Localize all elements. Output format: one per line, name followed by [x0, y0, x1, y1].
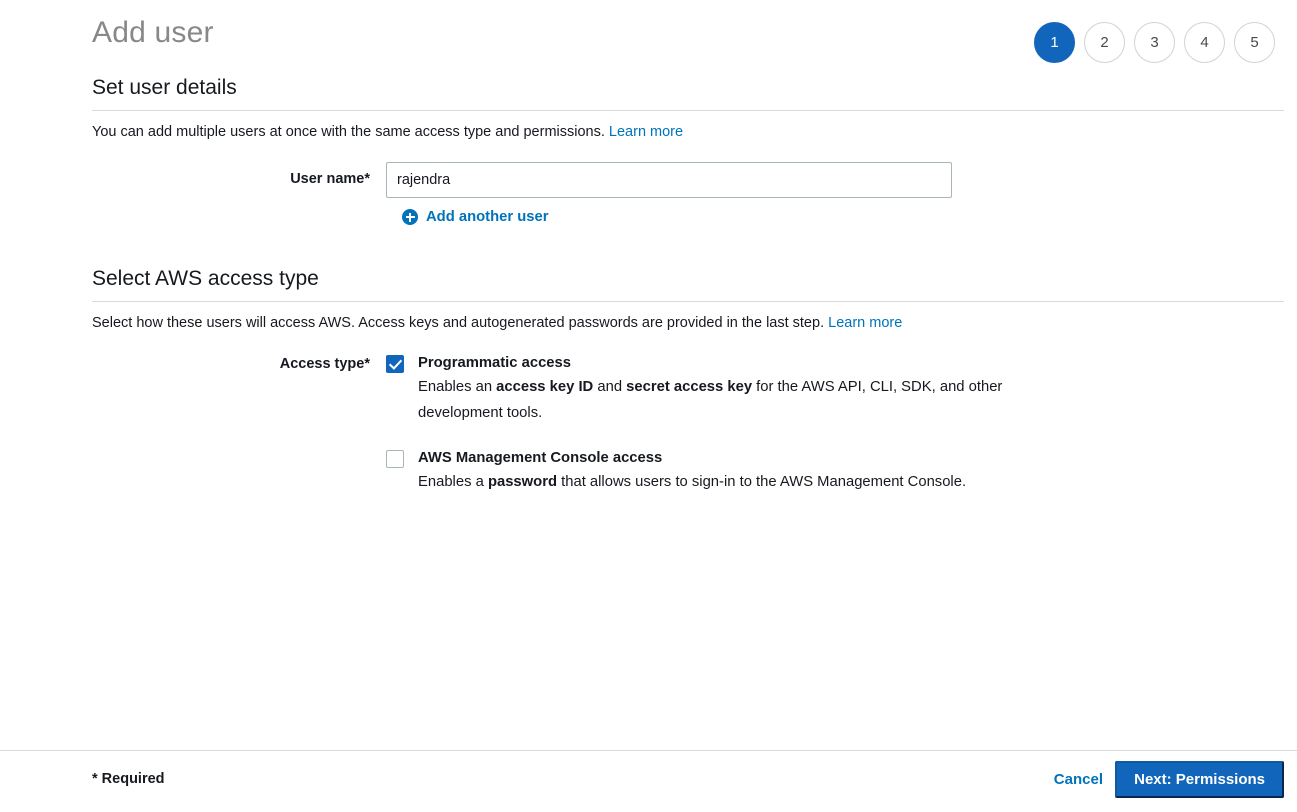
- programmatic-desc-part2: and: [593, 379, 627, 395]
- option-console-access[interactable]: [386, 448, 1284, 495]
- programmatic-desc-part1: Enables an: [418, 379, 497, 395]
- console-access-body: [418, 448, 966, 495]
- add-another-user-label: Add another user: [426, 209, 549, 225]
- console-desc-part1: Enables a: [418, 474, 488, 490]
- programmatic-access-checkbox[interactable]: [386, 355, 404, 373]
- page-header: [0, 0, 1297, 76]
- cancel-button[interactable]: Cancel: [1048, 770, 1109, 789]
- step-5[interactable]: 5: [1234, 22, 1275, 63]
- step-4[interactable]: 4: [1184, 22, 1225, 63]
- console-desc-bold1: password: [487, 474, 558, 490]
- programmatic-access-description: [418, 374, 1078, 426]
- programmatic-desc-bold1: access key ID: [496, 379, 594, 395]
- console-desc-part2: that allows users to sign-in to the AWS Management Console.: [557, 474, 967, 490]
- programmatic-access-body: [418, 353, 1078, 426]
- access-type-divider: [92, 301, 1284, 302]
- access-type-block: [92, 353, 1284, 517]
- step-1[interactable]: 1: [1034, 22, 1075, 63]
- option-programmatic-access[interactable]: [386, 353, 1284, 426]
- set-user-details-heading: Set user details: [92, 76, 237, 99]
- access-type-description-text: Select how these users will access AWS. Access keys and autogenerated passwords are provided in the last step.: [92, 315, 825, 331]
- set-user-details-section: [92, 76, 1284, 225]
- user-details-learn-more-link[interactable]: Learn more: [608, 124, 684, 140]
- console-access-checkbox[interactable]: [386, 450, 404, 468]
- username-label: User name*: [290, 171, 370, 187]
- page-footer: [0, 750, 1297, 812]
- step-2[interactable]: 2: [1084, 22, 1125, 63]
- next-permissions-button[interactable]: Next: Permissions: [1115, 761, 1284, 798]
- access-type-options: [386, 353, 1284, 517]
- step-3[interactable]: 3: [1134, 22, 1175, 63]
- username-row: [92, 162, 1284, 198]
- console-access-title: AWS Management Console access: [418, 450, 663, 466]
- required-note: * Required: [92, 771, 165, 787]
- programmatic-desc-bold2: secret access key: [626, 379, 753, 395]
- username-input[interactable]: [386, 162, 952, 198]
- access-type-heading: Select AWS access type: [92, 267, 319, 290]
- page-title: Add user: [92, 16, 214, 49]
- access-type-learn-more-link[interactable]: Learn more: [828, 315, 903, 331]
- step-indicator: [1034, 22, 1275, 63]
- console-access-description: [418, 469, 966, 495]
- programmatic-desc-part3: for the AWS API, CLI, SDK, and other development tools.: [418, 379, 1003, 421]
- set-user-details-description-text: You can add multiple users at once with the same access type and permissions.: [92, 124, 605, 140]
- set-user-details-description: [92, 122, 1284, 142]
- section-divider: [92, 110, 1284, 111]
- access-type-description: [92, 313, 1284, 333]
- access-type-section: [92, 267, 1284, 517]
- page-content: [0, 76, 1297, 517]
- plus-icon: [402, 209, 418, 225]
- programmatic-access-title: Programmatic access: [418, 355, 571, 371]
- access-type-label: Access type*: [279, 356, 370, 372]
- add-another-user-button[interactable]: [402, 209, 549, 225]
